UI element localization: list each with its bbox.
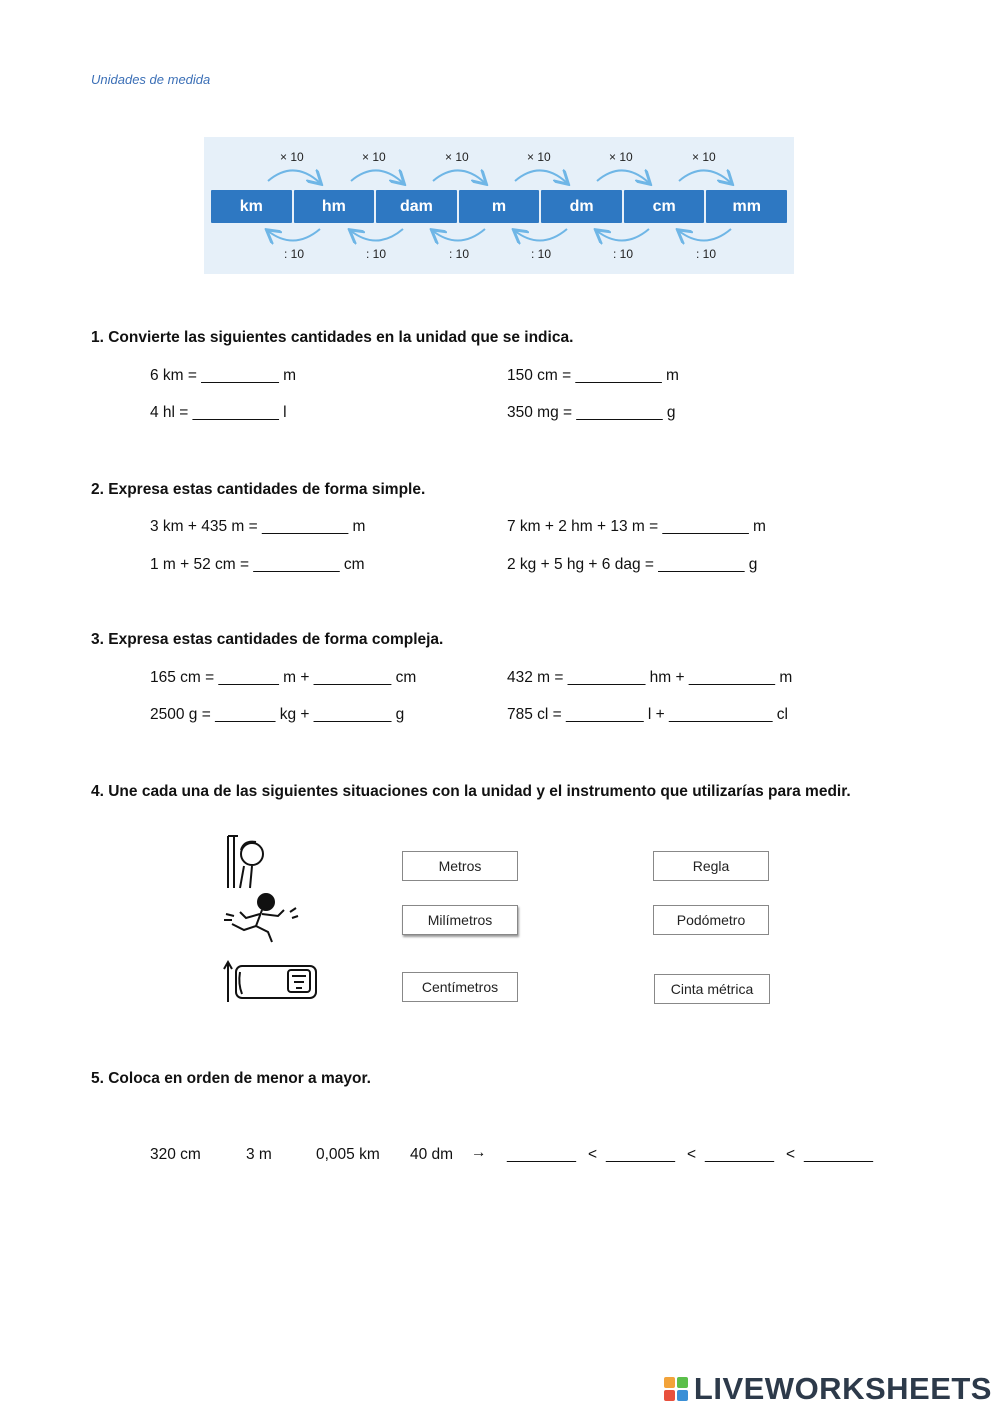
multiply-label: × 10	[362, 150, 386, 164]
unit-hm: hm	[294, 190, 375, 223]
question-5-title: 5. Coloca en orden de menor a mayor.	[91, 1070, 371, 1087]
q5-blank[interactable]: ________	[606, 1146, 675, 1163]
unit-dm: dm	[541, 190, 622, 223]
divide-label: : 10	[696, 247, 717, 261]
q5-blank[interactable]: ________	[804, 1146, 873, 1163]
multiply-label: × 10	[280, 150, 304, 164]
q5-separator: <	[786, 1146, 796, 1163]
q5-separator: <	[588, 1146, 598, 1163]
q3-item[interactable]: 432 m = _________ hm + __________ m	[507, 669, 793, 686]
header-note: Unidades de medida	[91, 72, 211, 87]
q3-item[interactable]: 785 cl = _________ l + ____________ cl	[507, 706, 788, 723]
multiply-label: × 10	[609, 150, 633, 164]
divide-label: : 10	[284, 247, 305, 261]
child-height-picture	[222, 832, 272, 892]
match-instrument-cinta-metrica[interactable]: Cinta métrica	[654, 974, 770, 1004]
q2-item[interactable]: 7 km + 2 hm + 13 m = __________ m	[507, 518, 766, 535]
unit-ladder	[204, 137, 794, 274]
object-length-picture	[222, 958, 322, 1006]
question-3-title: 3. Expresa estas cantidades de forma compleja.	[91, 631, 444, 648]
q3-item[interactable]: 165 cm = _______ m + _________ cm	[150, 669, 417, 686]
match-unit-milimetros[interactable]: Milímetros	[402, 905, 518, 935]
divide-label: : 10	[366, 247, 387, 261]
liveworksheets-logo[interactable]	[664, 1371, 992, 1407]
arrow-right-icon: →	[471, 1144, 487, 1161]
match-instrument-regla[interactable]: Regla	[653, 851, 769, 881]
q1-item[interactable]: 350 mg = __________ g	[507, 404, 676, 421]
q5-value: 3 m	[246, 1146, 272, 1163]
q5-blank[interactable]: ________	[705, 1146, 774, 1163]
unit-cm: cm	[624, 190, 705, 223]
match-unit-metros[interactable]: Metros	[402, 851, 518, 881]
question-4-title: 4. Une cada una de las siguientes situaciones con la unidad y el instrumento que utilizarías para medir.	[91, 783, 851, 800]
q1-item[interactable]: 4 hl = __________ l	[150, 404, 287, 421]
q2-item[interactable]: 1 m + 52 cm = __________ cm	[150, 556, 365, 573]
unit-km: km	[211, 190, 292, 223]
logo-text: LIVEWORKSHEETS	[693, 1371, 992, 1406]
unit-m: m	[459, 190, 540, 223]
q2-item[interactable]: 2 kg + 5 hg + 6 dag = __________ g	[507, 556, 758, 573]
multiply-label: × 10	[527, 150, 551, 164]
unit-row	[211, 190, 787, 223]
q1-item[interactable]: 150 cm = __________ m	[507, 367, 679, 384]
question-1-title: 1. Convierte las siguientes cantidades en la unidad que se indica.	[91, 329, 574, 346]
question-2-title: 2. Expresa estas cantidades de forma simple.	[91, 481, 426, 498]
logo-squares-icon	[664, 1377, 688, 1401]
unit-mm: mm	[706, 190, 787, 223]
q2-item[interactable]: 3 km + 435 m = __________ m	[150, 518, 366, 535]
q1-item[interactable]: 6 km = _________ m	[150, 367, 297, 384]
q5-value: 40 dm	[410, 1146, 454, 1163]
q3-item[interactable]: 2500 g = _______ kg + _________ g	[150, 706, 405, 723]
unit-dam: dam	[376, 190, 457, 223]
match-unit-centimetros[interactable]: Centímetros	[402, 972, 518, 1002]
multiply-label: × 10	[445, 150, 469, 164]
q5-value: 0,005 km	[316, 1146, 380, 1163]
divide-label: : 10	[449, 247, 470, 261]
divide-label: : 10	[531, 247, 552, 261]
divide-label: : 10	[613, 247, 634, 261]
runner-picture	[222, 890, 302, 945]
q5-blank[interactable]: ________	[507, 1146, 576, 1163]
q5-value: 320 cm	[150, 1146, 201, 1163]
q5-separator: <	[687, 1146, 697, 1163]
multiply-label: × 10	[692, 150, 716, 164]
match-instrument-podometro[interactable]: Podómetro	[653, 905, 769, 935]
